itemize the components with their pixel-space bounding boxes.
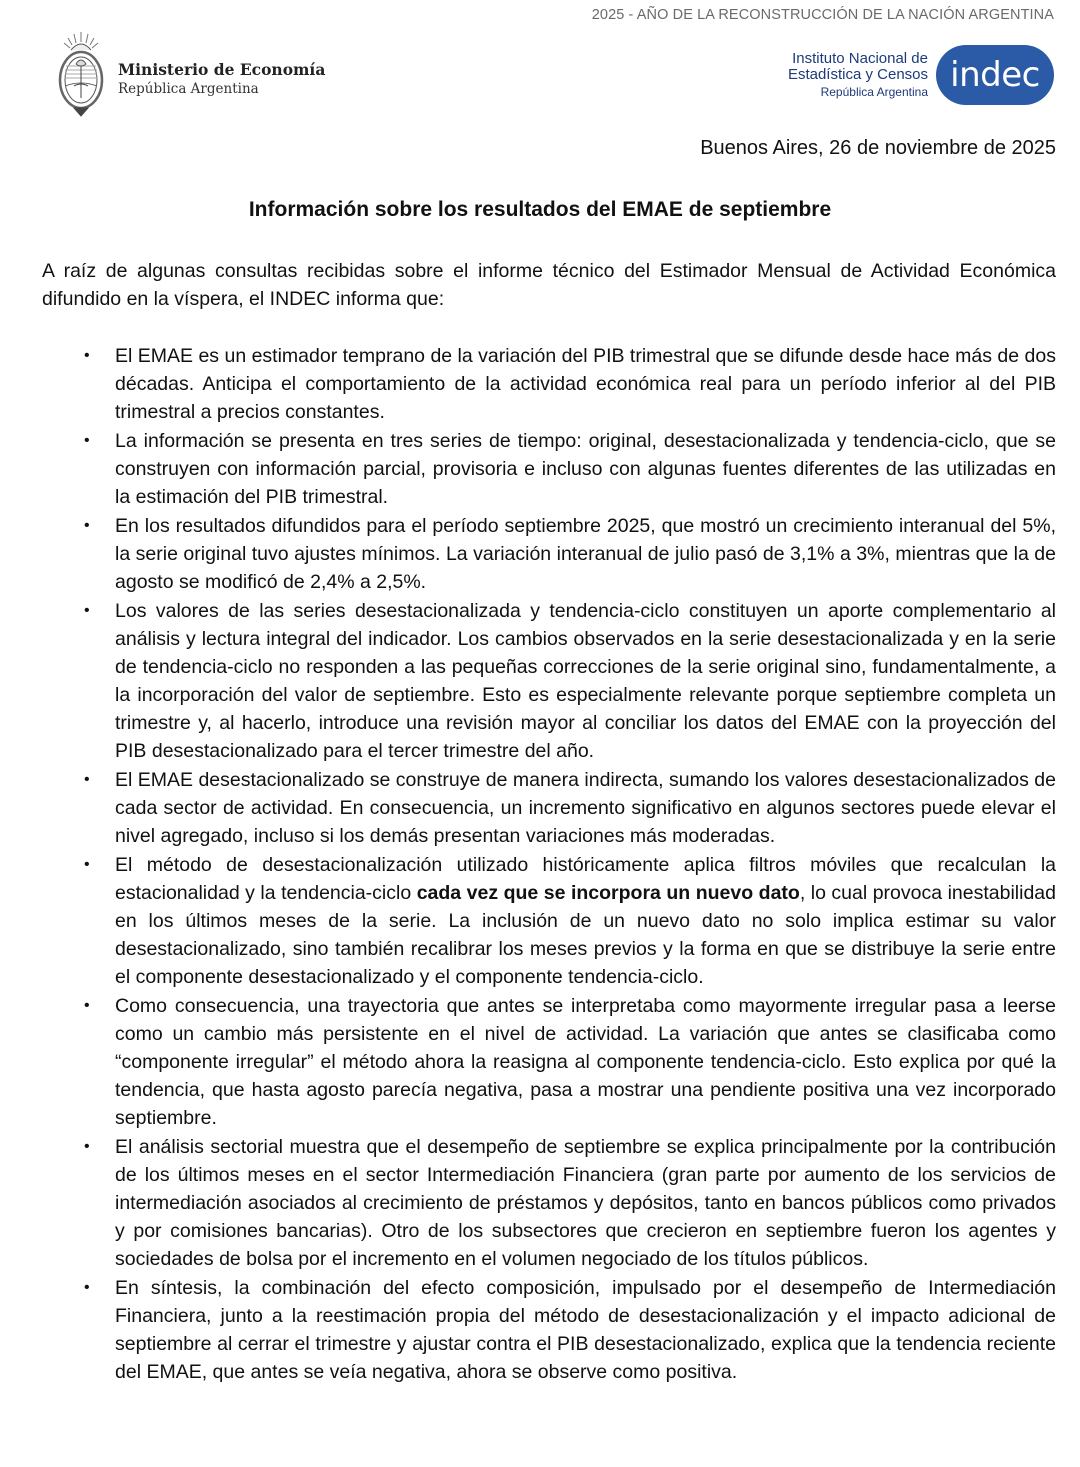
indec-country: República Argentina <box>820 84 928 99</box>
bullet-list <box>42 342 1056 1387</box>
list-item-text: La información se presenta en tres series de tiempo: original, desestacionalizada y tendencia-ciclo, que se construyen con información parcial, provisoria e incluso con algunas fuentes diferentes de las utilizadas en la estimación del PIB trimestral. <box>115 430 1056 508</box>
list-item <box>42 992 1056 1132</box>
list-item <box>42 597 1056 765</box>
bullet-icon: • <box>84 1138 90 1155</box>
bullet-icon: • <box>84 771 90 788</box>
ministry-logo-block <box>52 30 325 122</box>
indec-name-line2: Estadística y Censos <box>787 66 928 84</box>
bullet-icon: • <box>84 432 90 449</box>
document-date: Buenos Aires, 26 de noviembre de 2025 <box>700 137 1056 159</box>
list-item <box>42 1274 1056 1386</box>
bullet-icon: • <box>84 1279 90 1296</box>
list-item-text: Los valores de las series desestacionalizada y tendencia-ciclo constituyen un aporte complementario al análisis y lectura integral del indicador. Los cambios observados en la serie desestacionalizada y en la serie de tendencia-ciclo no responden a las pequeñas correcciones de la serie original sino, fundamentalmente, a la incorporación del valor de septiembre. Esto es especialmente relevante porque septiembre completa un trimestre y, al hacerlo, introduce una revisión mayor al conciliar los datos del EMAE con la proyección del PIB desestacionalizado para el tercer trimestre del año. <box>115 600 1056 762</box>
year-banner: 2025 - AÑO DE LA RECONSTRUCCIÓN DE LA NACIÓN ARGENTINA <box>591 7 1054 23</box>
list-item-text: En síntesis, la combinación del efecto composición, impulsado por el desempeño de Intermediación Financiera, junto a la reestimación propia del método de desestacionalización y el impacto adicional de septiembre al cerrar el trimestre y ajustar contra el PIB desestacionalizado, explica que la tendencia reciente del EMAE, que antes se veía negativa, ahora se observe como positiva. <box>115 1277 1056 1383</box>
bullet-icon: • <box>84 517 90 534</box>
page-title: Información sobre los resultados del EMAE de septiembre <box>248 198 832 221</box>
list-item <box>42 1133 1056 1273</box>
list-item <box>42 342 1056 426</box>
indec-logo-block <box>788 45 1054 105</box>
list-item-text: El EMAE es un estimador temprano de la variación del PIB trimestral que se difunde desde hace más de dos décadas. Anticipa el comportamiento de la actividad económica real para un período inferior al del PIB trimestral a precios constantes. <box>115 345 1056 423</box>
bullet-icon: • <box>84 347 90 364</box>
intro-paragraph: A raíz de algunas consultas recibidas sobre el informe técnico del Estimador Mensual de Actividad Económica difundido en la víspera, el INDEC informa que: <box>42 260 1056 310</box>
list-item <box>42 766 1056 850</box>
escudo-argentina-icon <box>52 30 110 122</box>
list-item-text-after: , lo cual provoca inestabilidad en los últimos meses de la serie. La inclusión de un nuevo dato no solo implica estimar su valor desestacionalizado, sino también recalibrar los meses previos y la forma en que se distribuye la serie entre el componente desestacionalizado y el componente tendencia-ciclo. <box>115 882 1056 988</box>
list-item <box>42 851 1056 991</box>
bullet-icon: • <box>84 997 90 1014</box>
indec-logo-text: indec <box>950 55 1040 95</box>
indec-logo-icon <box>936 45 1054 105</box>
list-item-text: En los resultados difundidos para el período septiembre 2025, que mostró un crecimiento interanual del 5%, la serie original tuvo ajustes mínimos. La variación interanual de julio pasó de 3,1% a 3%, mientras que la de agosto se modificó de 2,4% a 2,5%. <box>115 515 1056 593</box>
list-item-emphasis: cada vez que se incorpora un nuevo dato <box>416 882 800 904</box>
ministry-subtitle: República Argentina <box>118 80 259 97</box>
list-item-text: Como consecuencia, una trayectoria que antes se interpretaba como mayormente irregular pasa a leerse como un cambio más persistente en el nivel de actividad. La variación que antes se clasificaba como “componente irregular” el método ahora la reasigna al componente tendencia-ciclo. Esto explica por qué la tendencia, que hasta agosto parecía negativa, pasa a mostrar una pendiente positiva una vez incorporado septiembre. <box>115 995 1056 1129</box>
list-item <box>42 512 1056 596</box>
list-item-text: El análisis sectorial muestra que el desempeño de septiembre se explica principalmente por la contribución de los últimos meses en el sector Intermediación Financiera (gran parte por aumento de los servicios de intermediación asociados al crecimiento de préstamos y depósitos, tanto en bancos públicos como privados y por comisiones bancarias). Otro de los subsectores que crecieron en septiembre fueron los agentes y sociedades de bolsa por el incremento en el volumen negociado de los títulos públicos. <box>115 1136 1056 1270</box>
bullet-icon: • <box>84 602 90 619</box>
ministry-name: Ministerio de Economía <box>118 59 326 79</box>
bullet-icon: • <box>84 856 90 873</box>
indec-name-line1: Instituto Nacional de <box>792 49 928 67</box>
list-item-text: El EMAE desestacionalizado se construye de manera indirecta, sumando los valores desestacionalizados de cada sector de actividad. En consecuencia, un incremento significativo en algunos sectores puede elevar el nivel agregado, incluso si los demás presentan variaciones más moderadas. <box>115 769 1056 847</box>
list-item <box>42 427 1056 511</box>
list-item-text-before: El método de desestacionalización utilizado históricamente aplica filtros móviles que recalculan la estacionalidad y la tendencia-ciclo <box>115 854 1056 904</box>
